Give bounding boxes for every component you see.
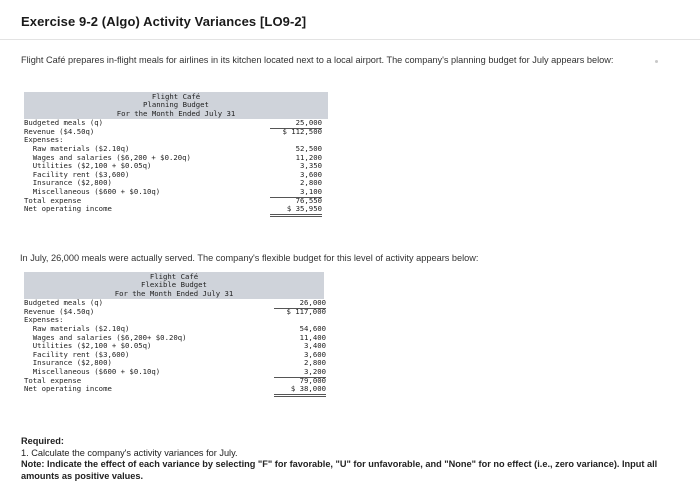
row-value: 54,600 [299,324,326,333]
row-value: 3,600 [300,169,322,179]
row-label: Raw materials ($2.10q) [24,144,130,153]
intro-text: Flight Café prepares in-flight meals for airlines in its kitchen located next to a local airport. The company's planning budget for July appears below: [21,55,614,65]
planning-budget-header [24,92,328,119]
row-value: $ 38,000 [274,385,326,397]
required-item: 1. Calculate the company's activity variances for July. [21,447,238,458]
row-label: Miscellaneous ($600 + $0.10q) [24,186,161,196]
flexible-budget-header [24,272,324,299]
budget-title: Planning Budget [143,100,209,110]
title-divider [0,39,700,40]
row-value: 79,000 [299,375,326,385]
exercise-title: Exercise 9-2 (Algo) Activity Variances [LO9-2] [21,14,307,29]
row-value: 11,200 [295,152,322,162]
planning-budget-rows [24,119,334,214]
row-value: 2,800 [304,358,326,368]
row-label: Raw materials ($2.10q) [24,324,130,333]
budget-period: For the Month Ended July 31 [114,288,234,298]
flexible-intro-text: In July, 26,000 meals were actually served. The company's flexible budget for this level of activity appears below: [20,253,479,263]
row-label: Wages and salaries ($6,200 + $0.20q) [24,152,191,162]
row-value: 3,100 [270,188,322,198]
row-label: Net operating income [24,204,112,214]
row-value: 3,400 [304,341,326,351]
row-value: 76,550 [295,195,322,205]
planning-budget-table [24,92,334,214]
budget-row [24,205,334,214]
company-name: Flight Café [151,92,201,101]
row-value: 2,800 [300,178,322,188]
row-label: Utilities ($2,100 + $0.05q) [24,161,152,171]
budget-row [24,385,334,394]
row-value: $ 112,500 [282,126,322,136]
row-value: 3,350 [300,161,322,171]
row-value: $ 35,950 [270,205,322,217]
row-value: $ 117,000 [286,306,326,316]
row-label: Expenses: [24,315,64,325]
row-value: 52,500 [295,144,322,153]
decorative-dot [655,60,658,63]
budget-row [24,308,334,317]
required-section [21,436,671,482]
row-label: Revenue ($4.50q) [24,126,95,136]
row-label: Wages and salaries ($6,200+ $0.20q) [24,332,187,342]
row-label: Budgeted meals (q) [24,118,104,128]
row-value: 26,000 [274,299,326,309]
row-value: 3,200 [274,368,326,378]
row-label: Utilities ($2,100 + $0.05q) [24,341,152,351]
row-label: Insurance ($2,800) [24,178,112,188]
row-label: Miscellaneous ($600 + $0.10q) [24,366,161,376]
row-value: 3,600 [304,349,326,359]
flexible-budget-rows [24,299,334,394]
flexible-budget-table [24,272,334,394]
required-note: Note: Indicate the effect of each variance by selecting "F" for favorable, "U" for unfavorable, and "None" for no effect (i.e., zero variance). Input all amounts as positive values. [21,459,658,481]
row-label: Facility rent ($3,600) [24,169,130,179]
budget-row [24,128,334,137]
row-label: Revenue ($4.50q) [24,306,95,316]
row-label: Budgeted meals (q) [24,298,104,308]
row-value: 25,000 [270,119,322,129]
row-label: Facility rent ($3,600) [24,349,130,359]
row-label: Total expense [24,195,82,205]
company-name: Flight Café [149,272,199,281]
budget-period: For the Month Ended July 31 [116,108,236,118]
row-label: Insurance ($2,800) [24,358,112,368]
row-label: Net operating income [24,384,112,394]
budget-title: Flexible Budget [141,280,207,290]
row-label: Total expense [24,375,82,385]
required-heading: Required: [21,436,64,446]
row-value: 11,400 [299,332,326,342]
row-label: Expenses: [24,135,64,145]
